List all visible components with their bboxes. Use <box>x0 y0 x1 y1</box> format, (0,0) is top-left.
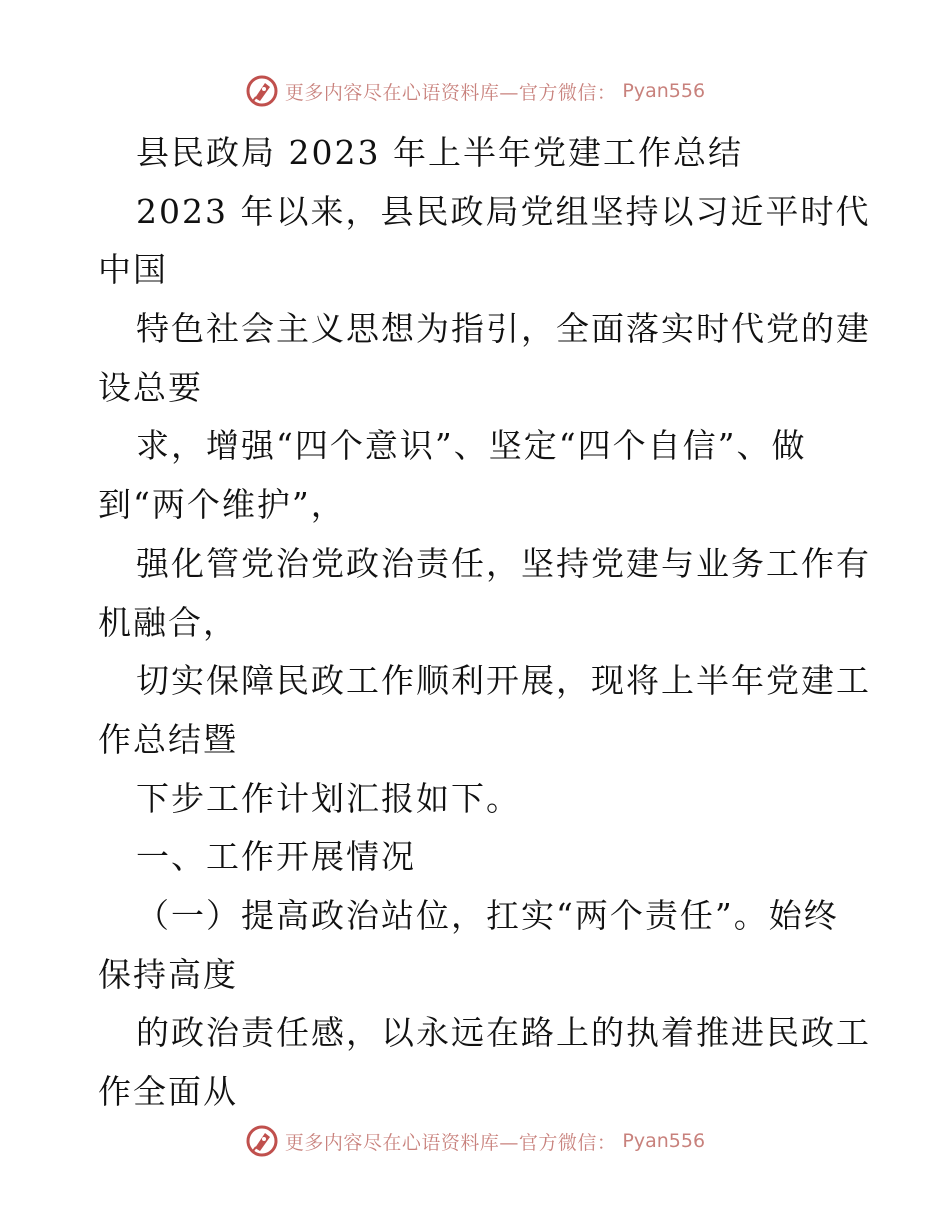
document-body <box>98 124 871 1122</box>
paragraph-line: （一）提高政治站位，扛实“两个责任”。始终 <box>136 895 839 935</box>
paragraph-line: 作总结暨 <box>98 719 238 759</box>
paragraph-line: 作全面从 <box>98 1072 238 1111</box>
watermark-account: Pyan556 <box>622 80 706 102</box>
paragraph-line: 到“两个维护”， <box>98 485 346 525</box>
paragraph-line: 求，增强“四个意识”、坚定“四个自信”、做 <box>136 426 807 466</box>
paragraph-line: 2023 年以来，县民政局党组坚持以习近平时代 <box>136 191 871 231</box>
paragraph-line: 中国 <box>98 250 168 290</box>
watermark-account: Pyan556 <box>622 1130 706 1152</box>
pen-nib-logo-icon <box>245 74 279 108</box>
paragraph-line: 特色社会主义思想为指引，全面落实时代党的建 <box>136 309 871 349</box>
footer-watermark <box>0 1121 950 1161</box>
watermark-text: 更多内容尽在心语资料库—官方微信： <box>284 81 617 104</box>
watermark-text: 更多内容尽在心语资料库—官方微信： <box>284 1131 617 1154</box>
paragraph-line: 下步工作计划汇报如下。 <box>136 778 521 818</box>
paragraph-line: 的政治责任感，以永远在路上的执着推进民政工 <box>136 1013 871 1053</box>
paragraph-line: 设总要 <box>98 367 203 407</box>
document-title: 县民政局 2023 年上半年党建工作总结 <box>136 133 743 172</box>
paragraph-line: 切实保障民政工作顺利开展，现将上半年党建工 <box>136 661 871 701</box>
pen-nib-logo-icon <box>245 1124 279 1158</box>
section-heading: 一、工作开展情况 <box>136 837 416 877</box>
paragraph-line: 保持高度 <box>98 954 238 994</box>
paragraph-line: 强化管党治党政治责任，坚持党建与业务工作有 <box>136 543 871 583</box>
paragraph-line: 机融合， <box>98 602 238 642</box>
header-watermark <box>0 71 950 111</box>
